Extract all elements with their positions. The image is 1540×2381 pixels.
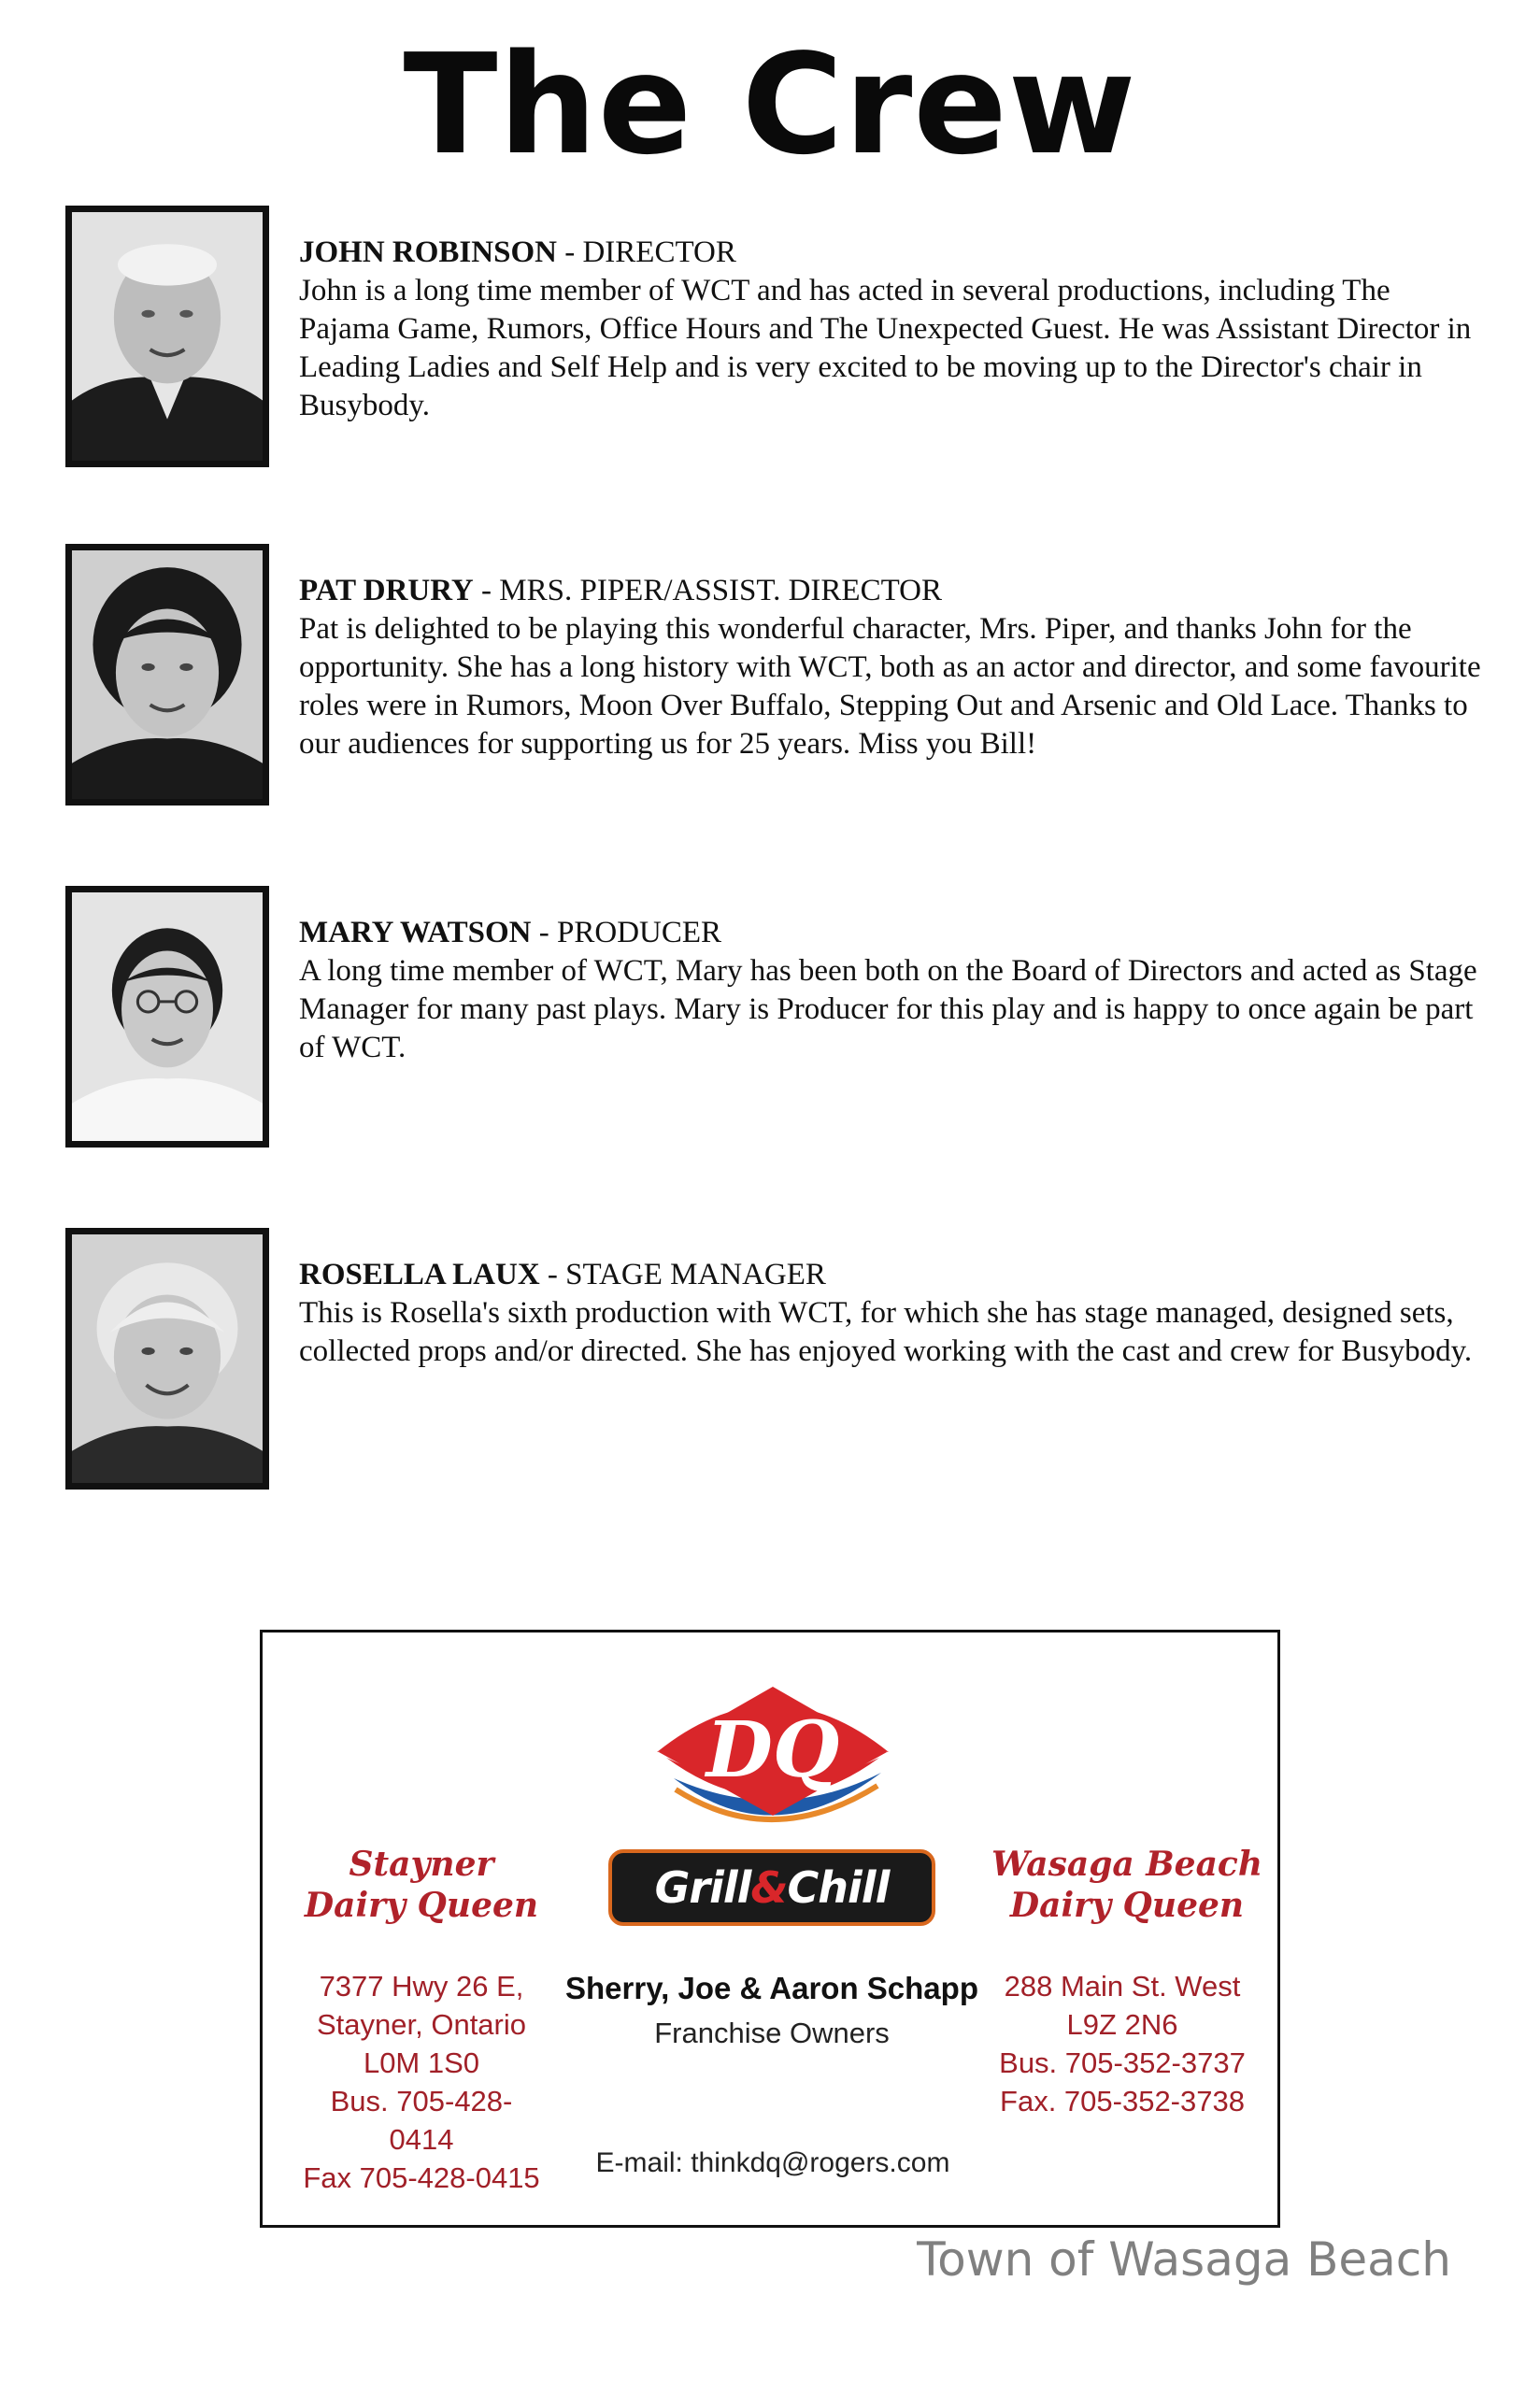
crew-text	[299, 914, 1486, 1067]
crew-separator: -	[531, 916, 557, 949]
crew-photo-pat-drury	[65, 544, 269, 806]
watermark: Town of Wasaga Beach	[917, 2232, 1451, 2287]
crew-role: MRS. PIPER/ASSIST. DIRECTOR	[499, 574, 942, 607]
franchise-owners-names: Sherry, Joe & Aaron Schapp	[565, 1971, 978, 2005]
crew-separator: -	[473, 574, 500, 607]
crew-photo-john-robinson	[65, 206, 269, 467]
dq-logo-text: DQ	[706, 1705, 840, 1795]
badge-right: Chill	[787, 1862, 890, 1913]
crew-entry-mary-watson	[65, 886, 1486, 1157]
crew-separator: -	[556, 235, 583, 269]
crew-name: MARY WATSON	[299, 916, 532, 949]
crew-name: ROSELLA LAUX	[299, 1258, 540, 1291]
crew-bio: This is Rosella's sixth production with WCT, for which she has stage managed, designed sets, collected props and/or directed. She has enjoyed working with the cast and crew for Busybody.	[299, 1296, 1473, 1368]
crew-entry-rosella-laux	[65, 1228, 1486, 1499]
crew-heading	[299, 914, 1486, 952]
crew-name: PAT DRURY	[299, 574, 474, 607]
dairy-queen-ad	[260, 1630, 1280, 2228]
crew-heading	[299, 572, 1486, 610]
crew-bio: Pat is delighted to be playing this wonderful character, Mrs. Piper, and thanks John for the opportunity. She has a long history with WCT, both as an actor and director, and some favourite roles were in Rumors, Moon Over Buffalo, Stepping Out and Arsenic and Old Lace. Thanks to our audiences for supporting us for 25 years. Miss you Bill!	[299, 612, 1481, 761]
wasaga-address: 288 Main St. West L9Z 2N6 Bus. 705-352-3737 Fax. 705-352-3738	[999, 1970, 1246, 2117]
crew-name: JOHN ROBINSON	[299, 235, 557, 269]
dq-logo	[648, 1668, 898, 1836]
stayner-store-name: Stayner Dairy Queen	[304, 1845, 539, 1925]
crew-heading	[299, 234, 1486, 272]
ad-email: E-mail: thinkdq@rogers.com	[595, 2147, 950, 2178]
crew-bio: John is a long time member of WCT and has acted in several productions, including The Pajama Game, Rumors, Office Hours and The Unexpected Guest. He was Assistant Director in Leading Ladies and Self Help and is very excited to be moving up to the Director's chair in Busybody.	[299, 274, 1472, 422]
crew-role: PRODUCER	[557, 916, 722, 949]
badge-amp: &	[750, 1862, 788, 1913]
crew-text	[299, 572, 1486, 763]
crew-role: STAGE MANAGER	[565, 1258, 826, 1291]
crew-entry-john-robinson	[65, 206, 1486, 477]
crew-photo-mary-watson	[65, 886, 269, 1148]
wasaga-store-name: Wasaga Beach Dairy Queen	[991, 1845, 1262, 1925]
crew-text	[299, 1256, 1486, 1371]
crew-entry-pat-drury	[65, 544, 1486, 815]
crew-bio: A long time member of WCT, Mary has been both on the Board of Directors and acted as Stage Manager for many past plays. Mary is Producer for this play and is happy to once again be part of WCT.	[299, 954, 1477, 1064]
franchise-owners-label: Franchise Owners	[654, 2017, 890, 2049]
page-title: The Crew	[403, 24, 1137, 185]
grill-chill-badge	[608, 1849, 935, 1926]
crew-separator: -	[539, 1258, 566, 1291]
crew-heading	[299, 1256, 1486, 1294]
stayner-address: 7377 Hwy 26 E, Stayner, Ontario L0M 1S0 Bus. 705-428-0414 Fax 705-428-0415	[303, 1970, 540, 2194]
crew-text	[299, 234, 1486, 425]
badge-left: Grill	[654, 1862, 751, 1913]
crew-role: DIRECTOR	[582, 235, 736, 269]
crew-photo-rosella-laux	[65, 1228, 269, 1490]
